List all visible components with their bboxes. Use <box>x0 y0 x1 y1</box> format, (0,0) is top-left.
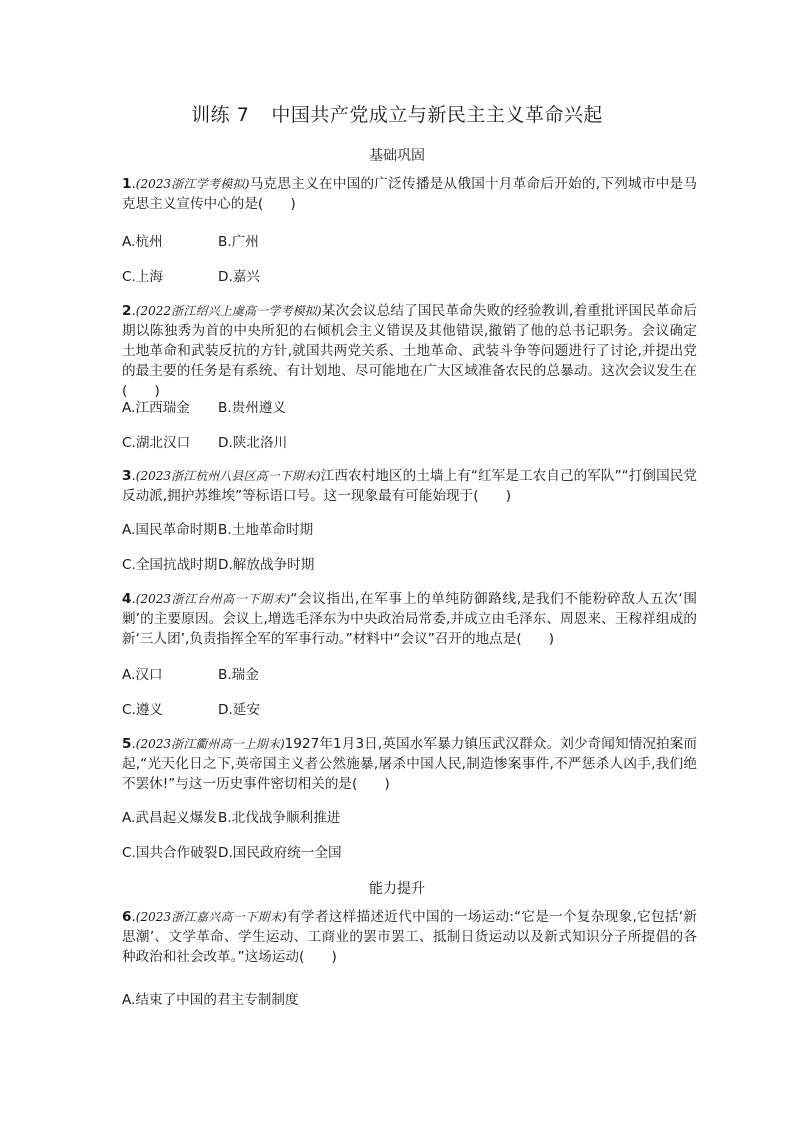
section-heading-basic: 基础巩固 <box>369 148 425 164</box>
options-4 <box>122 665 697 720</box>
option-d: D.嘉兴 <box>218 269 260 285</box>
option-c: C.国共合作破裂 <box>122 845 218 861</box>
option-c: C.遵义 <box>122 702 164 718</box>
options-1 <box>122 232 697 287</box>
option-c: C.全国抗战时期 <box>122 557 218 573</box>
title-number: 训练 7 <box>191 104 250 126</box>
page-title <box>0 100 794 127</box>
option-a: A.汉口 <box>122 667 163 683</box>
question-3: 3.(2023浙江杭州八县区高一下期末)江西农村地区的土墙上有“红军是工农自己的军队”“打倒国民党反动派,拥护苏维埃”等标语口号。这一现象最有可能始现于( ) <box>122 468 697 504</box>
question-stem: 江西农村地区的土墙上有“红军是工农自己的军队”“打倒国民党反动派,拥护苏维埃”等标语口号。这一现象最有可能始现于( ) <box>122 468 697 504</box>
question-4: 4.(2023浙江台州高一下期末)“会议指出,在军事上的单纯防御路线,是我们不能粉碎敌人五次‘围剿’的主要原因。会议上,增选毛泽东为中央政治局常委,并成立由毛泽东、周恩来、王稼祥组成的新‘三人团’,负责指挥全军的军事行动。”材料中“会议”召开的地点是( ) <box>122 591 697 647</box>
question-number: 1 <box>122 176 132 192</box>
option-d: D.国民政府统一全国 <box>218 845 342 861</box>
options-5 <box>122 808 697 863</box>
option-b: B.瑞金 <box>218 667 259 683</box>
question-6: 6.(2023浙江嘉兴高一下期末)有学者这样描述近代中国的一场运动:“它是一个复杂现象,它包括‘新思潮’、文学革命、学生运动、工商业的罢市罢工、抵制日货运动以及新式知识分子所提倡的各种政治和社会改革。”这场运动( ) <box>122 909 698 965</box>
question-source: (2023浙江杭州八县区高一下期末) <box>135 469 321 483</box>
option-d: D.解放战争时期 <box>218 557 315 573</box>
options-6 <box>122 990 697 1010</box>
option-c: C.上海 <box>122 269 164 285</box>
question-number: 4 <box>122 591 132 607</box>
options-2 <box>122 398 697 453</box>
question-stem: “会议指出,在军事上的单纯防御路线,是我们不能粉碎敌人五次‘围剿’的主要原因。会议上,增选毛泽东为中央政治局常委,并成立由毛泽东、周恩来、王稼祥组成的新‘三人团’,负责指挥全军的军事行动。”材料中“会议”召开的地点是( ) <box>122 591 697 647</box>
option-d: D.陕北洛川 <box>218 435 288 451</box>
question-source: (2023浙江学考模拟) <box>135 177 250 191</box>
option-d: D.延安 <box>218 702 260 718</box>
question-source: (2023浙江嘉兴高一下期末) <box>135 910 287 924</box>
question-5: 5.(2023浙江衢州高一上期末)1927年1月3日,英国水军暴力镇压武汉群众。刘少奇闻知情况拍案而起,“光天化日之下,英帝国主义者公然施暴,屠杀中国人民,制造惨案事件,不严惩杀人凶手,我们绝不罢休!”与这一历史事件密切相关的是( ) <box>122 736 697 792</box>
question-source: (2022浙江绍兴上虞高一学考模拟) <box>135 304 322 318</box>
option-a: A.国民革命时期 <box>122 522 217 538</box>
option-a: A.武昌起义爆发 <box>122 810 217 826</box>
question-stem: 1927年1月3日,英国水军暴力镇压武汉群众。刘少奇闻知情况拍案而起,“光天化日之下,英帝国主义者公然施暴,屠杀中国人民,制造惨案事件,不严惩杀人凶手,我们绝不罢休!”与这一历史事件密切相关的是( ) <box>122 736 697 792</box>
question-stem: 马克思主义在中国的广泛传播是从俄国十月革命后开始的,下列城市中是马克思主义宣传中心的是( ) <box>122 176 697 212</box>
section-heading-advanced: 能力提升 <box>369 881 425 897</box>
question-source: (2023浙江台州高一下期末) <box>135 592 291 606</box>
option-b: B.土地革命时期 <box>218 522 314 538</box>
question-1: 1.(2023浙江学考模拟)马克思主义在中国的广泛传播是从俄国十月革命后开始的,下列城市中是马克思主义宣传中心的是( ) <box>122 176 697 212</box>
option-c: C.湖北汉口 <box>122 435 191 451</box>
question-number: 2 <box>122 303 132 319</box>
question-number: 3 <box>122 468 132 484</box>
option-b: B.北伐战争顺利推进 <box>218 810 341 826</box>
question-stem: 某次会议总结了国民革命失败的经验教训,着重批评国民革命后期以陈独秀为首的中央所犯的右倾机会主义错误及其他错误,撤销了他的总书记职务。会议确定土地革命和武装反抗的方针,就国共两党关系、土地革命、武装斗争等问题进行了讨论,并提出党的最主要的任务是有系统、有计划地、尽可能地在广大区域准备农民的总暴动。这次会议发生在( ) <box>122 303 697 399</box>
question-number: 6 <box>122 909 132 925</box>
option-a: A.杭州 <box>122 234 163 250</box>
option-a: A.江西瑞金 <box>122 400 190 416</box>
option-b: B.广州 <box>218 234 259 250</box>
question-2: 2.(2022浙江绍兴上虞高一学考模拟)某次会议总结了国民革命失败的经验教训,着重批评国民革命后期以陈独秀为首的中央所犯的右倾机会主义错误及其他错误,撤销了他的总书记职务。会议确定土地革命和武装反抗的方针,就国共两党关系、土地革命、武装斗争等问题进行了讨论,并提出党的最主要的任务是有系统、有计划地、尽可能地在广大区域准备农民的总暴动。这次会议发生在( ) <box>122 303 697 399</box>
question-stem: 有学者这样描述近代中国的一场运动:“它是一个复杂现象,它包括‘新思潮’、文学革命、学生运动、工商业的罢市罢工、抵制日货运动以及新式知识分子所提倡的各种政治和社会改革。”这场运动( ) <box>122 909 698 965</box>
question-source: (2023浙江衢州高一上期末) <box>135 737 285 751</box>
title-text: 中国共产党成立与新民主主义革命兴起 <box>271 104 603 126</box>
option-b: B.贵州遵义 <box>218 400 287 416</box>
question-number: 5 <box>122 736 132 752</box>
options-3 <box>122 520 697 575</box>
option-a: A.结束了中国的君主专制制度 <box>122 992 299 1008</box>
